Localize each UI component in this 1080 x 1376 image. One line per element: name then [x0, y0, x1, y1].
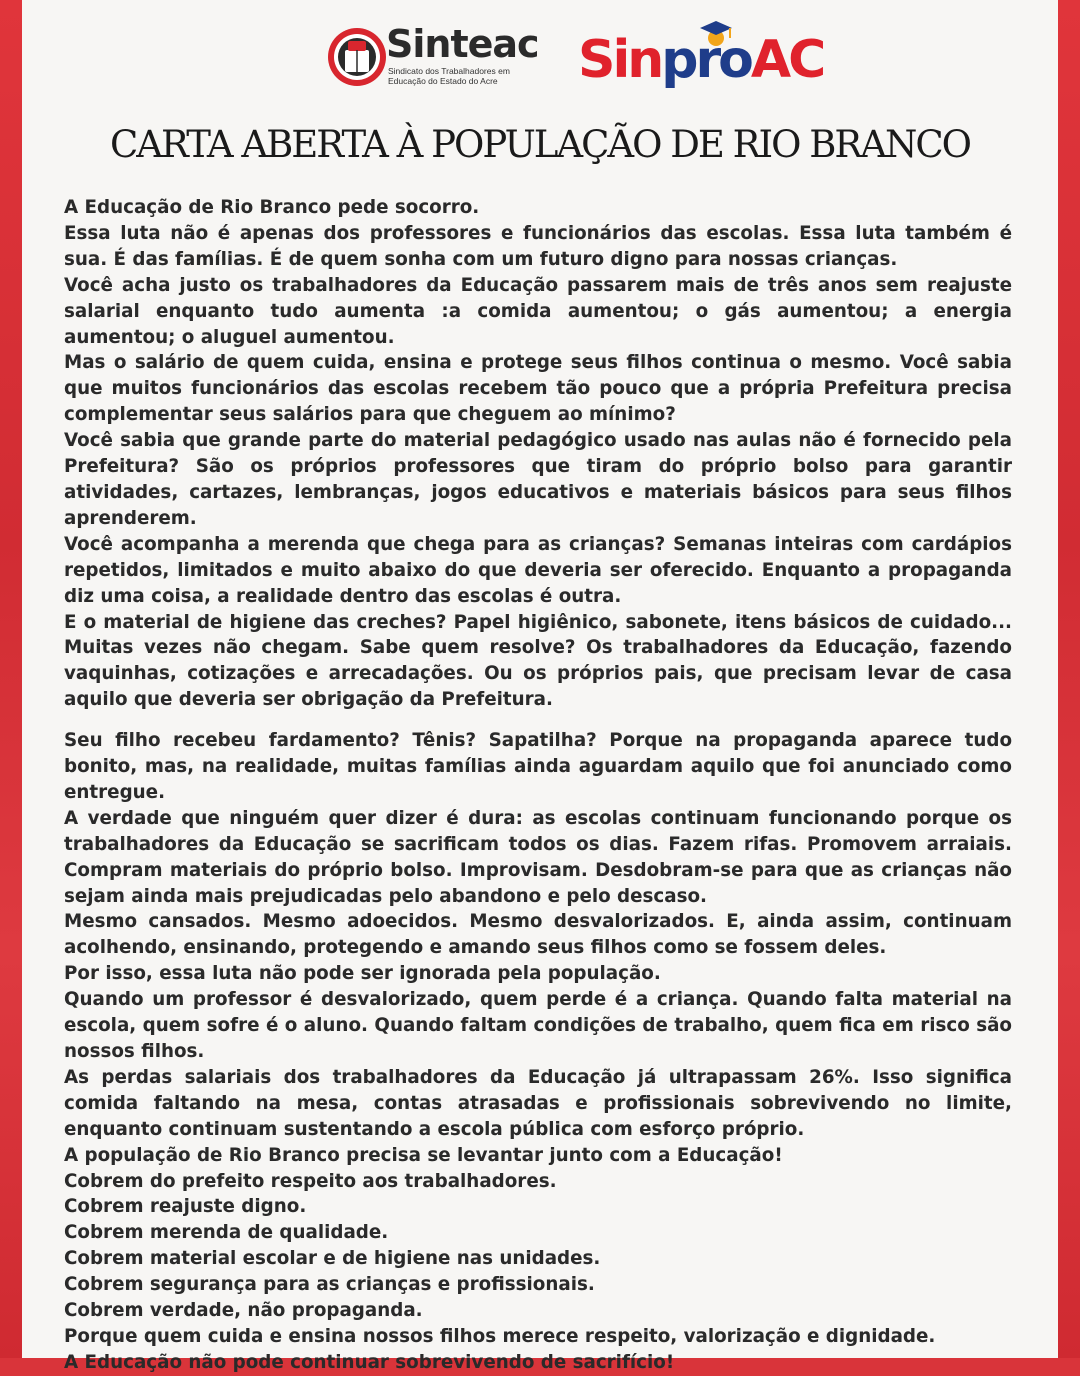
sinteac-subtitle-line1: Sindicato dos Trabalhadores em [388, 66, 510, 76]
sinteac-emblem-icon [326, 26, 388, 88]
paragraph: A Educação de Rio Branco pede socorro. [64, 197, 480, 218]
demand-line: Cobrem material escolar e de higiene nas unidades. [64, 1248, 601, 1270]
paragraph: Você acha justo os trabalhadores da Educação passarem mais de três anos sem reajuste salarial enquanto tudo aumenta :a comida aumentou; o gás aumentou; a energia aumentou; o aluguel aumentou. [64, 274, 1012, 348]
paragraph: Porque quem cuida e ensina nossos filhos merece respeito, valorização e dignidade. [64, 1325, 936, 1347]
sinteac-logo [326, 22, 556, 92]
demand-line: Cobrem verdade, não propaganda. [64, 1300, 423, 1322]
logos-header [22, 18, 1058, 98]
paragraph: Quando um professor é desvalorizado, quem perde é a criança. Quando falta material na escola, quem sofre é o aluno. Quando faltam condições de trabalho, quem fica em risco são nossos filhos. [64, 989, 1012, 1062]
paragraph: Essa luta não é apenas dos professores e funcionários das escolas. Essa luta também é sua. É das famílias. É de quem sonha com um futuro digno para nossas crianças. [64, 222, 1012, 270]
demand-line: Cobrem merenda de qualidade. [64, 1222, 389, 1244]
letter-title: CARTA ABERTA À POPULAÇÃO DE RIO BRANCO [110, 123, 970, 166]
sinproac-name [578, 30, 823, 90]
paragraph: Você sabia que grande parte do material pedagógico usado nas aulas não é fornecido pela Prefeitura? São os próprios professores que tiram do próprio bolso para garantir atividades, cartazes, lembranças, jogos educativos e materiais básicos para seus filhos aprenderem. [64, 430, 1012, 529]
letter-body [64, 195, 1012, 1376]
right-red-border [1058, 0, 1080, 1358]
sinproac-name-part2: pro [661, 30, 751, 90]
sinteac-name: Sinteac [386, 22, 539, 66]
paragraph: Por isso, essa luta não pode ser ignorada pela população. [64, 963, 661, 985]
paragraph: A verdade que ninguém quer dizer é dura: as escolas continuam funcionando porque os trabalhadores da Educação se sacrificam todos os dias. Fazem rifas. Promovem arraiais. Compram materiais do próprio bolso. Improvisam. Desdobram-se para que as crianças não sejam ainda mais prejudicadas pelo abandono e pelo descaso. [64, 807, 1012, 907]
paragraph: E o material de higiene das creches? Papel higiênico, sabonete, itens básicos de cuidado... Muitas vezes não chegam. Sabe quem resolve? Os trabalhadores da Educação, fazendo vaquinhas, cotizações e arrecadações. Ou os próprios pais, que precisam levar de casa aquilo que deveria ser obrigação da Prefeitura. [64, 611, 1012, 711]
paragraph: A população de Rio Branco precisa se levantar junto com a Educação! [64, 1144, 783, 1166]
paragraph: Seu filho recebeu fardamento? Tênis? Sapatilha? Porque na propaganda aparece tudo bonito, mas, na realidade, muitas famílias ainda aguardam aquilo que foi anunciado como entregue. [64, 730, 1012, 803]
letter-page [22, 0, 1058, 1373]
sinproac-name-part1: Sin [578, 30, 662, 90]
demand-line: Cobrem segurança para as crianças e profissionais. [64, 1274, 595, 1296]
sinproac-logo [578, 22, 838, 94]
sinproac-name-part3: AC [750, 30, 824, 90]
paragraph: Mas o salário de quem cuida, ensina e protege seus filhos continua o mesmo. Você sabia que muitos funcionários das escolas recebem tão pouco que a própria Prefeitura precisa complementar seus salários para que cheguem ao mínimo? [64, 352, 1012, 426]
sinteac-subtitle-line2: Educação do Estado do Acre [388, 76, 498, 86]
left-red-border [0, 0, 22, 1358]
paragraph: Você acompanha a merenda que chega para as crianças? Semanas inteiras com cardápios repetidos, limitados e muito abaixo do que deveria ser oferecido. Enquanto a propaganda diz uma coisa, a realidade dentro das escolas é outra. [64, 533, 1012, 607]
demand-line: Cobrem do prefeito respeito aos trabalhadores. [64, 1170, 557, 1192]
paragraph: As perdas salariais dos trabalhadores da Educação já ultrapassam 26%. Isso significa comida faltando na mesa, contas atrasadas e profissionais sobrevivendo no limite, enquanto continuam sustentando a escola pública com esforço próprio. [64, 1066, 1012, 1140]
sinteac-subtitle [388, 66, 558, 86]
demand-line: Cobrem reajuste digno. [64, 1196, 307, 1218]
paragraph: Mesmo cansados. Mesmo adoecidos. Mesmo desvalorizados. E, ainda assim, continuam acolhendo, ensinando, protegendo e amando seus filhos como se fossem deles. [64, 911, 1012, 959]
closing-line: A Educação não pode continuar sobrevivendo de sacrifício! [64, 1351, 675, 1373]
